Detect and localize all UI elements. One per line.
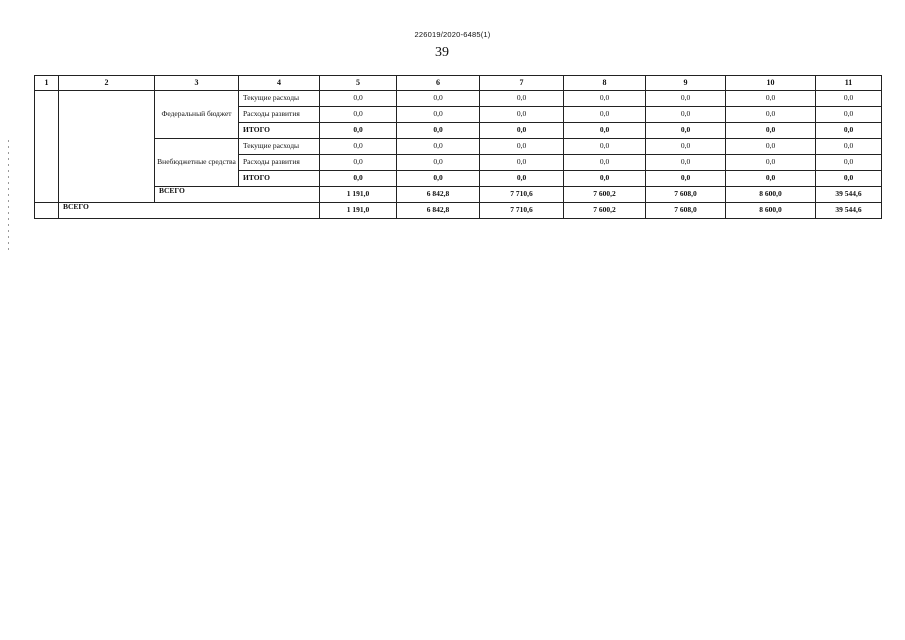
grand-total-value-cell: 8 600,0 [726, 203, 816, 219]
value-cell: 0,0 [564, 107, 646, 123]
value-cell: 0,0 [397, 123, 480, 139]
value-cell: 0,0 [320, 155, 397, 171]
value-cell: 0,0 [646, 91, 726, 107]
total-value-cell: 8 600,0 [726, 187, 816, 203]
value-cell: 0,0 [646, 139, 726, 155]
expense-category-total: ИТОГО [239, 171, 320, 187]
value-cell: 0,0 [397, 171, 480, 187]
total-value-cell: 6 842,8 [397, 187, 480, 203]
expense-category: Расходы развития [239, 107, 320, 123]
value-cell: 0,0 [726, 91, 816, 107]
expense-category: Расходы развития [239, 155, 320, 171]
column-number: 2 [59, 76, 155, 91]
total-value-cell: 7 600,2 [564, 187, 646, 203]
column-number: 4 [239, 76, 320, 91]
value-cell: 0,0 [816, 107, 882, 123]
column-number: 10 [726, 76, 816, 91]
value-cell: 0,0 [726, 107, 816, 123]
margin-scan-mark [8, 140, 9, 250]
column-number: 9 [646, 76, 726, 91]
document-id: 226019/2020-6485(1) [414, 30, 491, 39]
value-cell: 0,0 [646, 107, 726, 123]
funding-source-extrabudgetary: Внебюджетные средства [155, 139, 239, 187]
grand-total-value-cell: 39 544,6 [816, 203, 882, 219]
value-cell: 0,0 [397, 139, 480, 155]
total-value-cell: 7 710,6 [480, 187, 564, 203]
value-cell: 0,0 [726, 139, 816, 155]
column-number: 11 [816, 76, 882, 91]
value-cell: 0,0 [480, 91, 564, 107]
column-number: 5 [320, 76, 397, 91]
value-cell: 0,0 [320, 107, 397, 123]
grand-total-value-cell: 7 710,6 [480, 203, 564, 219]
grand-total-value-cell: 1 191,0 [320, 203, 397, 219]
value-cell: 0,0 [480, 123, 564, 139]
table-row [35, 139, 882, 155]
subtotal-row [35, 187, 882, 203]
value-cell: 0,0 [480, 139, 564, 155]
value-cell: 0,0 [646, 171, 726, 187]
value-cell: 0,0 [397, 155, 480, 171]
total-value-cell: 39 544,6 [816, 187, 882, 203]
column-number: 1 [35, 76, 59, 91]
subtotal-label: ВСЕГО [155, 187, 320, 203]
value-cell: 0,0 [564, 155, 646, 171]
grand-total-value-cell: 6 842,8 [397, 203, 480, 219]
value-cell: 0,0 [320, 123, 397, 139]
expense-category: Текущие расходы [239, 91, 320, 107]
total-value-cell: 7 608,0 [646, 187, 726, 203]
value-cell: 0,0 [646, 155, 726, 171]
column-number: 8 [564, 76, 646, 91]
value-cell: 0,0 [646, 123, 726, 139]
grand-total-value-cell: 7 608,0 [646, 203, 726, 219]
expense-category-total: ИТОГО [239, 123, 320, 139]
value-cell: 0,0 [564, 123, 646, 139]
empty-name-cell [59, 91, 155, 203]
total-value-cell: 1 191,0 [320, 187, 397, 203]
value-cell: 0,0 [726, 155, 816, 171]
value-cell: 0,0 [397, 91, 480, 107]
value-cell: 0,0 [564, 139, 646, 155]
empty-index-cell [35, 203, 59, 219]
grand-total-value-cell: 7 600,2 [564, 203, 646, 219]
value-cell: 0,0 [320, 171, 397, 187]
column-number: 7 [480, 76, 564, 91]
value-cell: 0,0 [564, 91, 646, 107]
value-cell: 0,0 [320, 139, 397, 155]
value-cell: 0,0 [726, 171, 816, 187]
expense-category: Текущие расходы [239, 139, 320, 155]
grand-total-label: ВСЕГО [59, 203, 320, 219]
funding-source-federal: Федеральный бюджет [155, 91, 239, 139]
value-cell: 0,0 [816, 139, 882, 155]
page-number: 39 [435, 45, 449, 60]
value-cell: 0,0 [397, 107, 480, 123]
value-cell: 0,0 [480, 171, 564, 187]
column-number: 6 [397, 76, 480, 91]
empty-index-cell [35, 91, 59, 203]
value-cell: 0,0 [320, 91, 397, 107]
value-cell: 0,0 [480, 155, 564, 171]
value-cell: 0,0 [564, 171, 646, 187]
column-number: 3 [155, 76, 239, 91]
budget-table [34, 75, 882, 219]
value-cell: 0,0 [816, 171, 882, 187]
value-cell: 0,0 [726, 123, 816, 139]
table-row [35, 91, 882, 107]
value-cell: 0,0 [480, 107, 564, 123]
value-cell: 0,0 [816, 123, 882, 139]
value-cell: 0,0 [816, 91, 882, 107]
column-number-row [35, 76, 882, 91]
value-cell: 0,0 [816, 155, 882, 171]
grand-total-row [35, 203, 882, 219]
